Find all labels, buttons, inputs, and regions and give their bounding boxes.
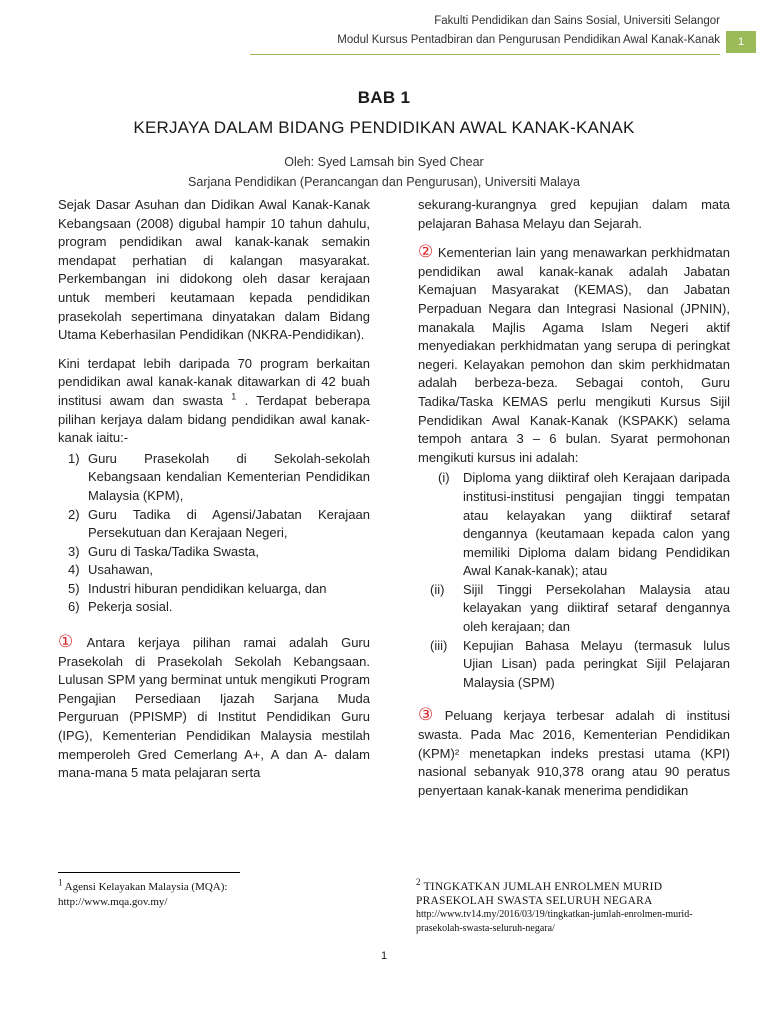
chapter-number: BAB 1 — [357, 88, 411, 107]
author-block — [0, 152, 768, 192]
list-item-number: 5) — [68, 580, 80, 596]
list-item-text: Guru Tadika di Agensi/Jabatan Kerajaan Persekutuan dan Kerajaan Negeri, — [88, 506, 370, 541]
footnote-1-text: Agensi Kelayakan Malaysia (MQA): — [64, 881, 228, 893]
list-item-number: (i) — [438, 470, 450, 486]
footnote-2 — [416, 877, 736, 936]
list-item — [418, 469, 730, 581]
ministries-paragraph — [418, 243, 730, 467]
circled-number-2-icon: ② — [418, 242, 434, 262]
circled-number-1-icon: ① — [58, 632, 83, 652]
footnote-1-link[interactable]: http://www.mqa.gov.my/ — [58, 896, 168, 908]
private-sector-paragraph — [418, 706, 730, 800]
list-item-text: Diploma yang diiktiraf oleh Kerajaan daripada institusi-institusi pengajian tinggi tempatan atau kelayakan yang diiktiraf setaraf dengannya (keutamaan kepada calon yang memiliki Diploma dalam bidang Pendidikan Awal Kanak-kanak); atau — [463, 470, 730, 579]
list-item-text: Guru di Taska/Tadika Swasta, — [88, 543, 260, 559]
preschool-teacher-text: Antara kerjaya pilihan ramai adalah Guru Prasekolah di Prasekolah Sekolah Kebangsaan. Lulusan SPM yang berminat untuk mengikuti Program Pengajian Persediaan Ijazah Sarjana Muda Perguruan (PPISMP) di Institut Pendidikan Guru (IPG), Kementerian Pendidikan Malaysia mestilah memperoleh Gred Cemerlang A+, A dan A- dalam mana-mana 5 mata pelajaran serta — [58, 635, 370, 781]
list-item-number: 2) — [68, 506, 80, 522]
list-item-number: (ii) — [430, 581, 445, 597]
footnote-2-label: 2 — [416, 877, 421, 888]
ministries-text: Kementerian lain yang menawarkan perkhidmatan pendidikan awal kanak-kanak adalah Jabatan Kemajuan Masyarakat (KEMAS), dan Jabatan Perpaduan Negara dan Integrasi Nasional (JPNIN), manakala Majlis Agama Islam Negeri aktif menyediakan perkhidmatan yang serupa di peringkat negeri. Kelayakan pemohon dan skim perkhidmatan adalah berbeza-beza. Sebagai contoh, Guru Tadika/Taska KEMAS perlu mengikuti Kursus Sijil Pendidikan Awal Kanak-Kanak (KSPAKK) selama tempoh antara 3 – 6 bulan. Syarat permohonan mengikuti kursus ini adalah: — [418, 245, 730, 465]
footnote-divider — [58, 872, 240, 873]
list-item-text: Pekerja sosial. — [88, 599, 173, 615]
list-item-text: Industri hiburan pendidikan keluarga, dan — [88, 580, 327, 596]
continuation-paragraph: sekurang-kurangnya gred kepujian dalam mata pelajaran Bahasa Melayu dan Sejarah. — [418, 197, 730, 231]
list-item — [58, 450, 370, 506]
private-sector-text: Peluang kerjaya terbesar adalah di institusi swasta. Pada Mac 2016, Kementerian Pendidikan (KPM)² menetapkan indeks prestasi utama (KPI) nasional sebanyak 910,378 orang atau 90 peratus penyertaan kanak-kanak menerima pendidikan — [418, 708, 730, 798]
list-item — [58, 543, 370, 562]
programs-text-start: Kini terdapat lebih daripada 70 program berkaitan pendidikan awal kanak-kanak ditawarkan di 42 buah institusi awam dan swasta — [58, 355, 370, 408]
preschool-teacher-paragraph — [58, 633, 370, 783]
header-module: Modul Kursus Pentadbiran dan Pengurusan Pendidikan Awal Kanak-Kanak — [337, 34, 720, 46]
list-item-text: Kepujian Bahasa Melayu (termasuk lulus Ujian Lisan) pada peringkat Sijil Pelajaran Malaysia (SPM) — [463, 637, 730, 690]
author-credentials: Sarjana Pendidikan (Perancangan dan Pengurusan), Universiti Malaya — [188, 175, 580, 189]
programs-text-end: . Terdapat beberapa pilihan kerjaya dalam bidang pendidikan awal kanak-kanak iaitu:- — [58, 392, 371, 446]
page-badge: 1 — [726, 31, 756, 53]
footnote-ref-1[interactable]: 1 — [231, 391, 237, 402]
chapter-title: KERJAYA DALAM BIDANG PENDIDIKAN AWAL KANAK-KANAK — [133, 118, 635, 137]
footnote-2-link[interactable]: http://www.tv14.my/2016/03/19/tingkatkan-jumlah-enrolmen-murid-prasekolah-swasta-seluruh-negara/ — [416, 909, 693, 934]
list-item-text: Usahawan, — [88, 562, 154, 578]
footnote-2-text: TINGKATKAN JUMLAH ENROLMEN MURID PRASEKOLAH SWASTA SELURUH NEGARA — [416, 881, 663, 907]
running-header — [250, 12, 720, 55]
intro-paragraph: Sejak Dasar Asuhan dan Didikan Awal Kanak-Kanak Kebangsaan (2008) digubal hampir 10 tahun dahulu, program pendidikan awal kanak-kanak semakin mendapat perhatian di kalangan masyarakat. Perkembangan ini didokong oleh dasar kerajaan untuk memberi keutamaan kepada pendidikan prasekolah sepertimana dinyatakan dalam Bidang Utama Keberhasilan Pendidikan (NKRA-Pendidikan). — [58, 197, 370, 343]
requirements-list — [418, 469, 730, 692]
header-faculty: Fakulti Pendidikan dan Sains Sosial, Universiti Selangor — [434, 15, 720, 27]
footnote-1 — [58, 877, 358, 910]
programs-paragraph — [58, 355, 370, 448]
circled-number-3-icon: ③ — [418, 705, 441, 725]
career-list — [58, 450, 370, 617]
list-item — [58, 506, 370, 543]
list-item-number: (iii) — [430, 637, 448, 653]
list-item-number: 3) — [68, 543, 80, 559]
list-item — [58, 561, 370, 580]
list-item — [418, 637, 730, 693]
list-item — [58, 580, 370, 599]
list-item-text: Sijil Tinggi Persekolahan Malaysia atau kelayakan yang diiktiraf setaraf dengannya oleh kerajaan; dan — [463, 581, 730, 635]
right-column — [418, 196, 730, 810]
list-item-number: 1) — [68, 450, 80, 466]
left-column — [58, 196, 370, 793]
page-number: 1 — [380, 950, 388, 962]
list-item-number: 4) — [68, 562, 80, 578]
list-item — [58, 598, 370, 617]
author-name: Oleh: Syed Lamsah bin Syed Chear — [284, 155, 484, 169]
list-item-number: 6) — [68, 599, 80, 615]
footnote-1-label: 1 — [58, 877, 63, 888]
list-item — [418, 581, 730, 637]
list-item-text: Guru Prasekolah di Sekolah-sekolah Kebangsaan kendalian Kementerian Pendidikan Malaysia (KPM), — [88, 450, 370, 503]
title-block — [0, 88, 768, 192]
